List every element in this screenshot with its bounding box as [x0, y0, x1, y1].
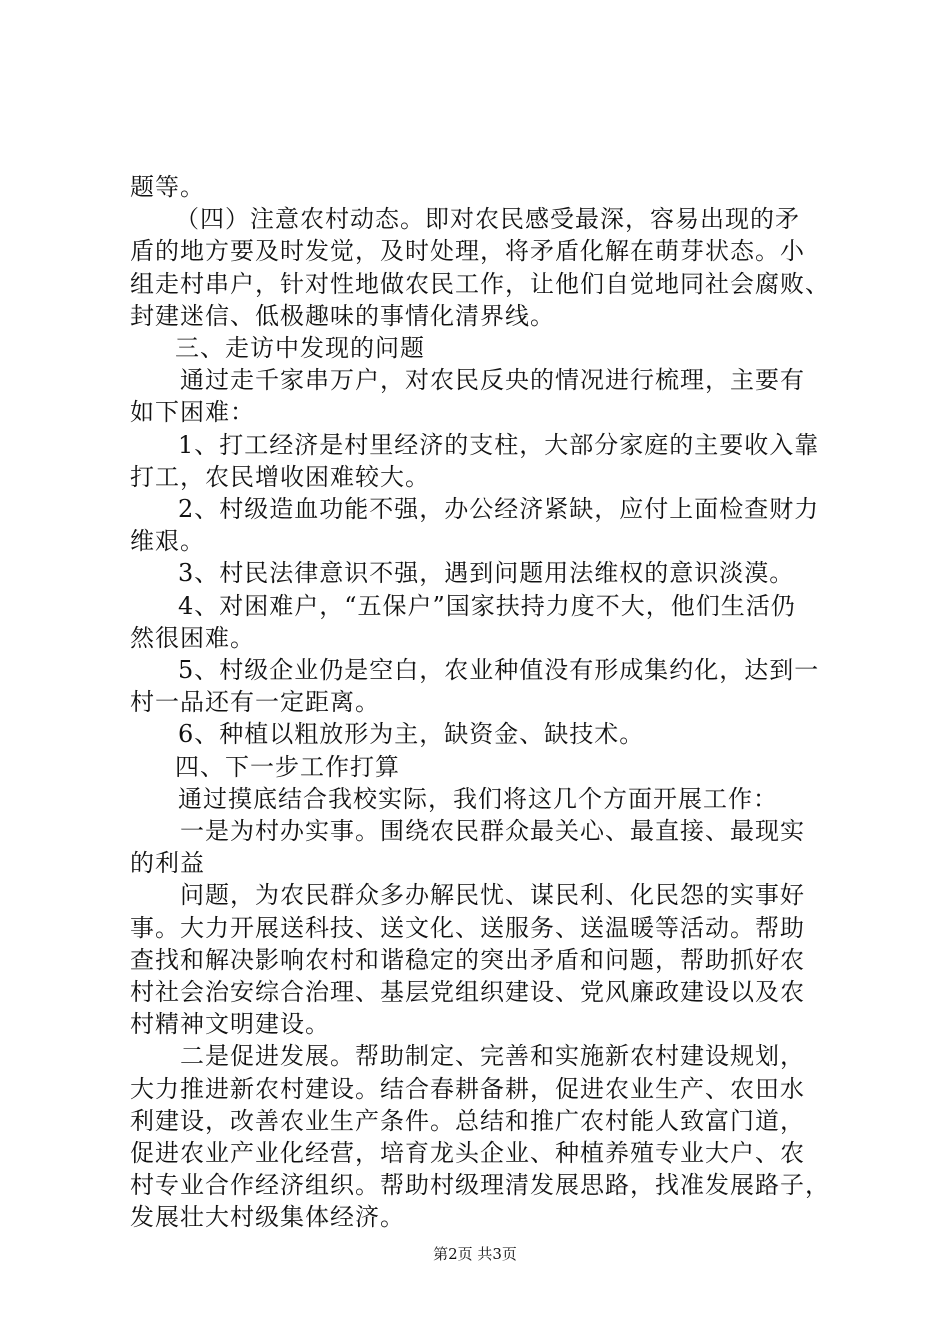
- text-line: 事。大力开展送科技、送文化、送服务、送温暖等活动。帮助: [130, 913, 805, 942]
- text-line: 村精神文明建设。: [130, 1010, 330, 1039]
- section-heading: 三、走访中发现的问题: [175, 334, 425, 362]
- text-line: 如下困难：: [130, 398, 255, 427]
- text-line: 村社会治安综合治理、基层党组织建设、党风廉政建设以及农: [130, 978, 805, 1006]
- text-line: 的利益: [130, 849, 205, 878]
- text-line: 一是为村办实事。围绕农民群众最关心、最直接、最现实: [180, 817, 805, 845]
- text-line: 维艰。: [130, 527, 205, 556]
- text-line: 封建迷信、低极趣味的事情化清界线。: [130, 301, 555, 330]
- text-line: 然很困难。: [130, 623, 255, 652]
- text-line: 村一品还有一定距离。: [130, 688, 380, 717]
- list-item: 5、村级企业仍是空白，农业种值没有形成集约化，达到一: [178, 656, 820, 684]
- text-line: 通过走千家串万户，对农民反央的情况进行梳理，主要有: [180, 366, 805, 395]
- page-number-footer: 第2页 共3页: [433, 1245, 517, 1263]
- section-heading: 四、下一步工作打算: [175, 752, 400, 781]
- text-line: 利建设，改善农业生产条件。总结和推广农村能人致富门道，: [130, 1106, 805, 1135]
- text-line: 二是促进发展。帮助制定、完善和实施新农村建设规划，: [180, 1042, 805, 1071]
- text-line: 问题，为农民群众多办解民忧、谋民利、化民怨的实事好: [180, 881, 805, 910]
- text-line: 通过摸底结合我校实际，我们将这几个方面开展工作：: [178, 784, 778, 813]
- text-line: 促进农业产业化经营，培育龙头企业、种植养殖专业大户、农: [130, 1139, 805, 1167]
- text-line: 打工，农民增收困难较大。: [130, 462, 430, 491]
- list-item: 1、打工经济是村里经济的支柱，大部分家庭的主要收入靠: [178, 430, 820, 459]
- list-item: 4、对困难户，“五保户”国家扶持力度不大，他们生活仍: [178, 591, 796, 620]
- text-line: 村专业合作经济组织。帮助村级理清发展思路，找准发展路子，: [130, 1171, 830, 1200]
- list-item: 3、村民法律意识不强，遇到问题用法维权的意识淡漠。: [178, 559, 795, 588]
- text-line: 查找和解决影响农村和谐稳定的突出矛盾和问题，帮助抓好农: [130, 945, 805, 974]
- text-line: 组走村串户，针对性地做农民工作，让他们自觉地同社会腐败、: [130, 269, 830, 298]
- text-line: 题等。: [130, 173, 205, 201]
- list-item: 6、种植以粗放形为主，缺资金、缺技术。: [178, 720, 645, 749]
- text-line: 发展壮大村级集体经济。: [130, 1203, 405, 1232]
- text-line: （四）注意农村动态。即对农民感受最深，容易出现的矛: [175, 205, 800, 234]
- text-line: 大力推进新农村建设。结合春耕备耕，促进农业生产、农田水: [130, 1074, 805, 1103]
- text-line: 盾的地方要及时发觉，及时处理，将矛盾化解在萌芽状态。小: [130, 237, 805, 266]
- list-item: 2、村级造血功能不强，办公经济紧缺，应付上面检查财力: [178, 495, 820, 523]
